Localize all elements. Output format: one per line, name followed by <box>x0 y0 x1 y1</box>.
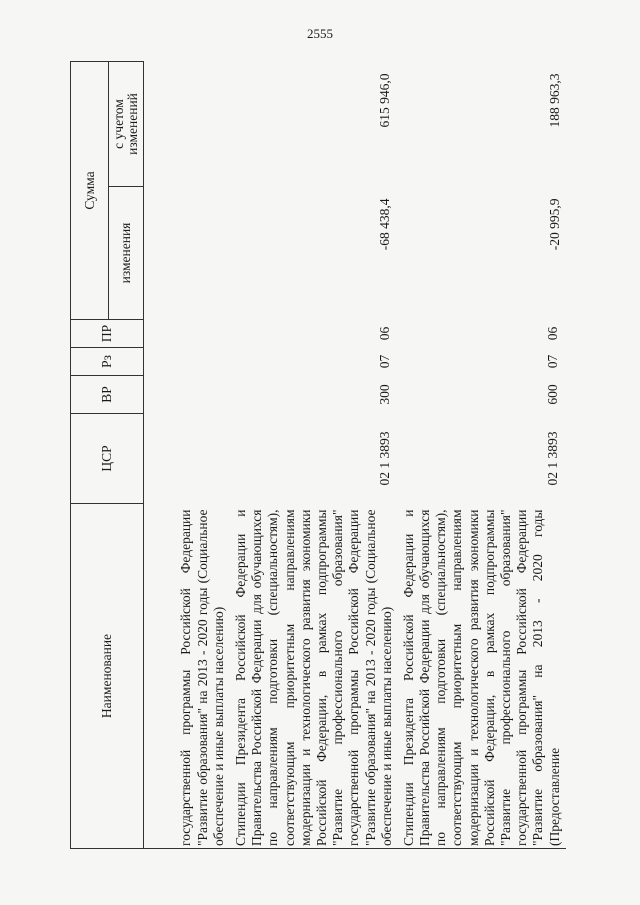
row-vr <box>144 376 231 414</box>
row-rz: 07 <box>376 354 392 369</box>
table-row <box>230 61 398 848</box>
header-csr: ЦСР <box>71 414 144 504</box>
header-vr: ВР <box>71 376 144 414</box>
row-name: государственной программы Российской Федерации "Развитие образования" на 2013 - 2020 годы (Социальное обеспечение и иные выплаты населению) <box>144 504 231 849</box>
table-row <box>398 61 566 848</box>
header-with-changes <box>109 61 144 186</box>
row-name: Стипендии Президента Российской Федерации и Правительства Российской Федерации для обучающихся по направлениям подготовки (специальностям), соответствующим приоритетным направлениям модернизации и технологического развития экономики Российской Федерации, в рамках подпрограммы "Развитие профессионального образования" государственной программы Российской Федерации "Развитие образования" на 2013 - 2020 годы (Предоставление <box>398 504 566 849</box>
header-name: Наименование <box>71 504 144 849</box>
header-rz: Рз <box>71 348 144 376</box>
row-change: -68 438,4 <box>376 198 392 251</box>
header-with-changes-line2: изменений <box>125 93 140 155</box>
row-csr: 02 1 3893 <box>544 431 560 486</box>
row-rz: 07 <box>544 354 560 369</box>
table-row <box>144 61 231 848</box>
row-csr: 02 1 3893 <box>376 431 392 486</box>
header-summa: Сумма <box>71 61 109 319</box>
row-csr <box>144 414 231 504</box>
header-pr: ПР <box>71 320 144 348</box>
row-rz <box>144 348 231 376</box>
row-pr: 06 <box>544 326 560 341</box>
row-change: -20 995,9 <box>546 198 562 251</box>
row-total: 615 946,0 <box>376 73 392 128</box>
row-pr <box>144 320 231 348</box>
budget-table <box>70 61 566 849</box>
row-name: Стипендии Президента Российской Федерации и Правительства Российской Федерации для обучающихся по направлениям подготовки (специальностям), соответствующим приоритетным направлениям модернизации и технологического развития экономики Российской Федерации, в рамках подпрограммы "Развитие профессионального образования" государственной программы Российской Федерации "Развитие образования" на 2013 - 2020 годы (Социальное обеспечение и иные выплаты населению) <box>230 504 398 849</box>
row-total: 188 963,3 <box>546 73 562 128</box>
header-with-changes-line1: с учетом <box>110 99 126 149</box>
row-vr: 300 <box>376 384 392 405</box>
rotated-table-page <box>70 62 562 849</box>
header-changes: изменения <box>109 187 144 320</box>
row-vr: 600 <box>544 384 560 405</box>
page-number: 2555 <box>307 26 333 41</box>
row-total <box>144 61 231 186</box>
row-change <box>144 187 231 320</box>
row-pr: 06 <box>376 326 392 341</box>
